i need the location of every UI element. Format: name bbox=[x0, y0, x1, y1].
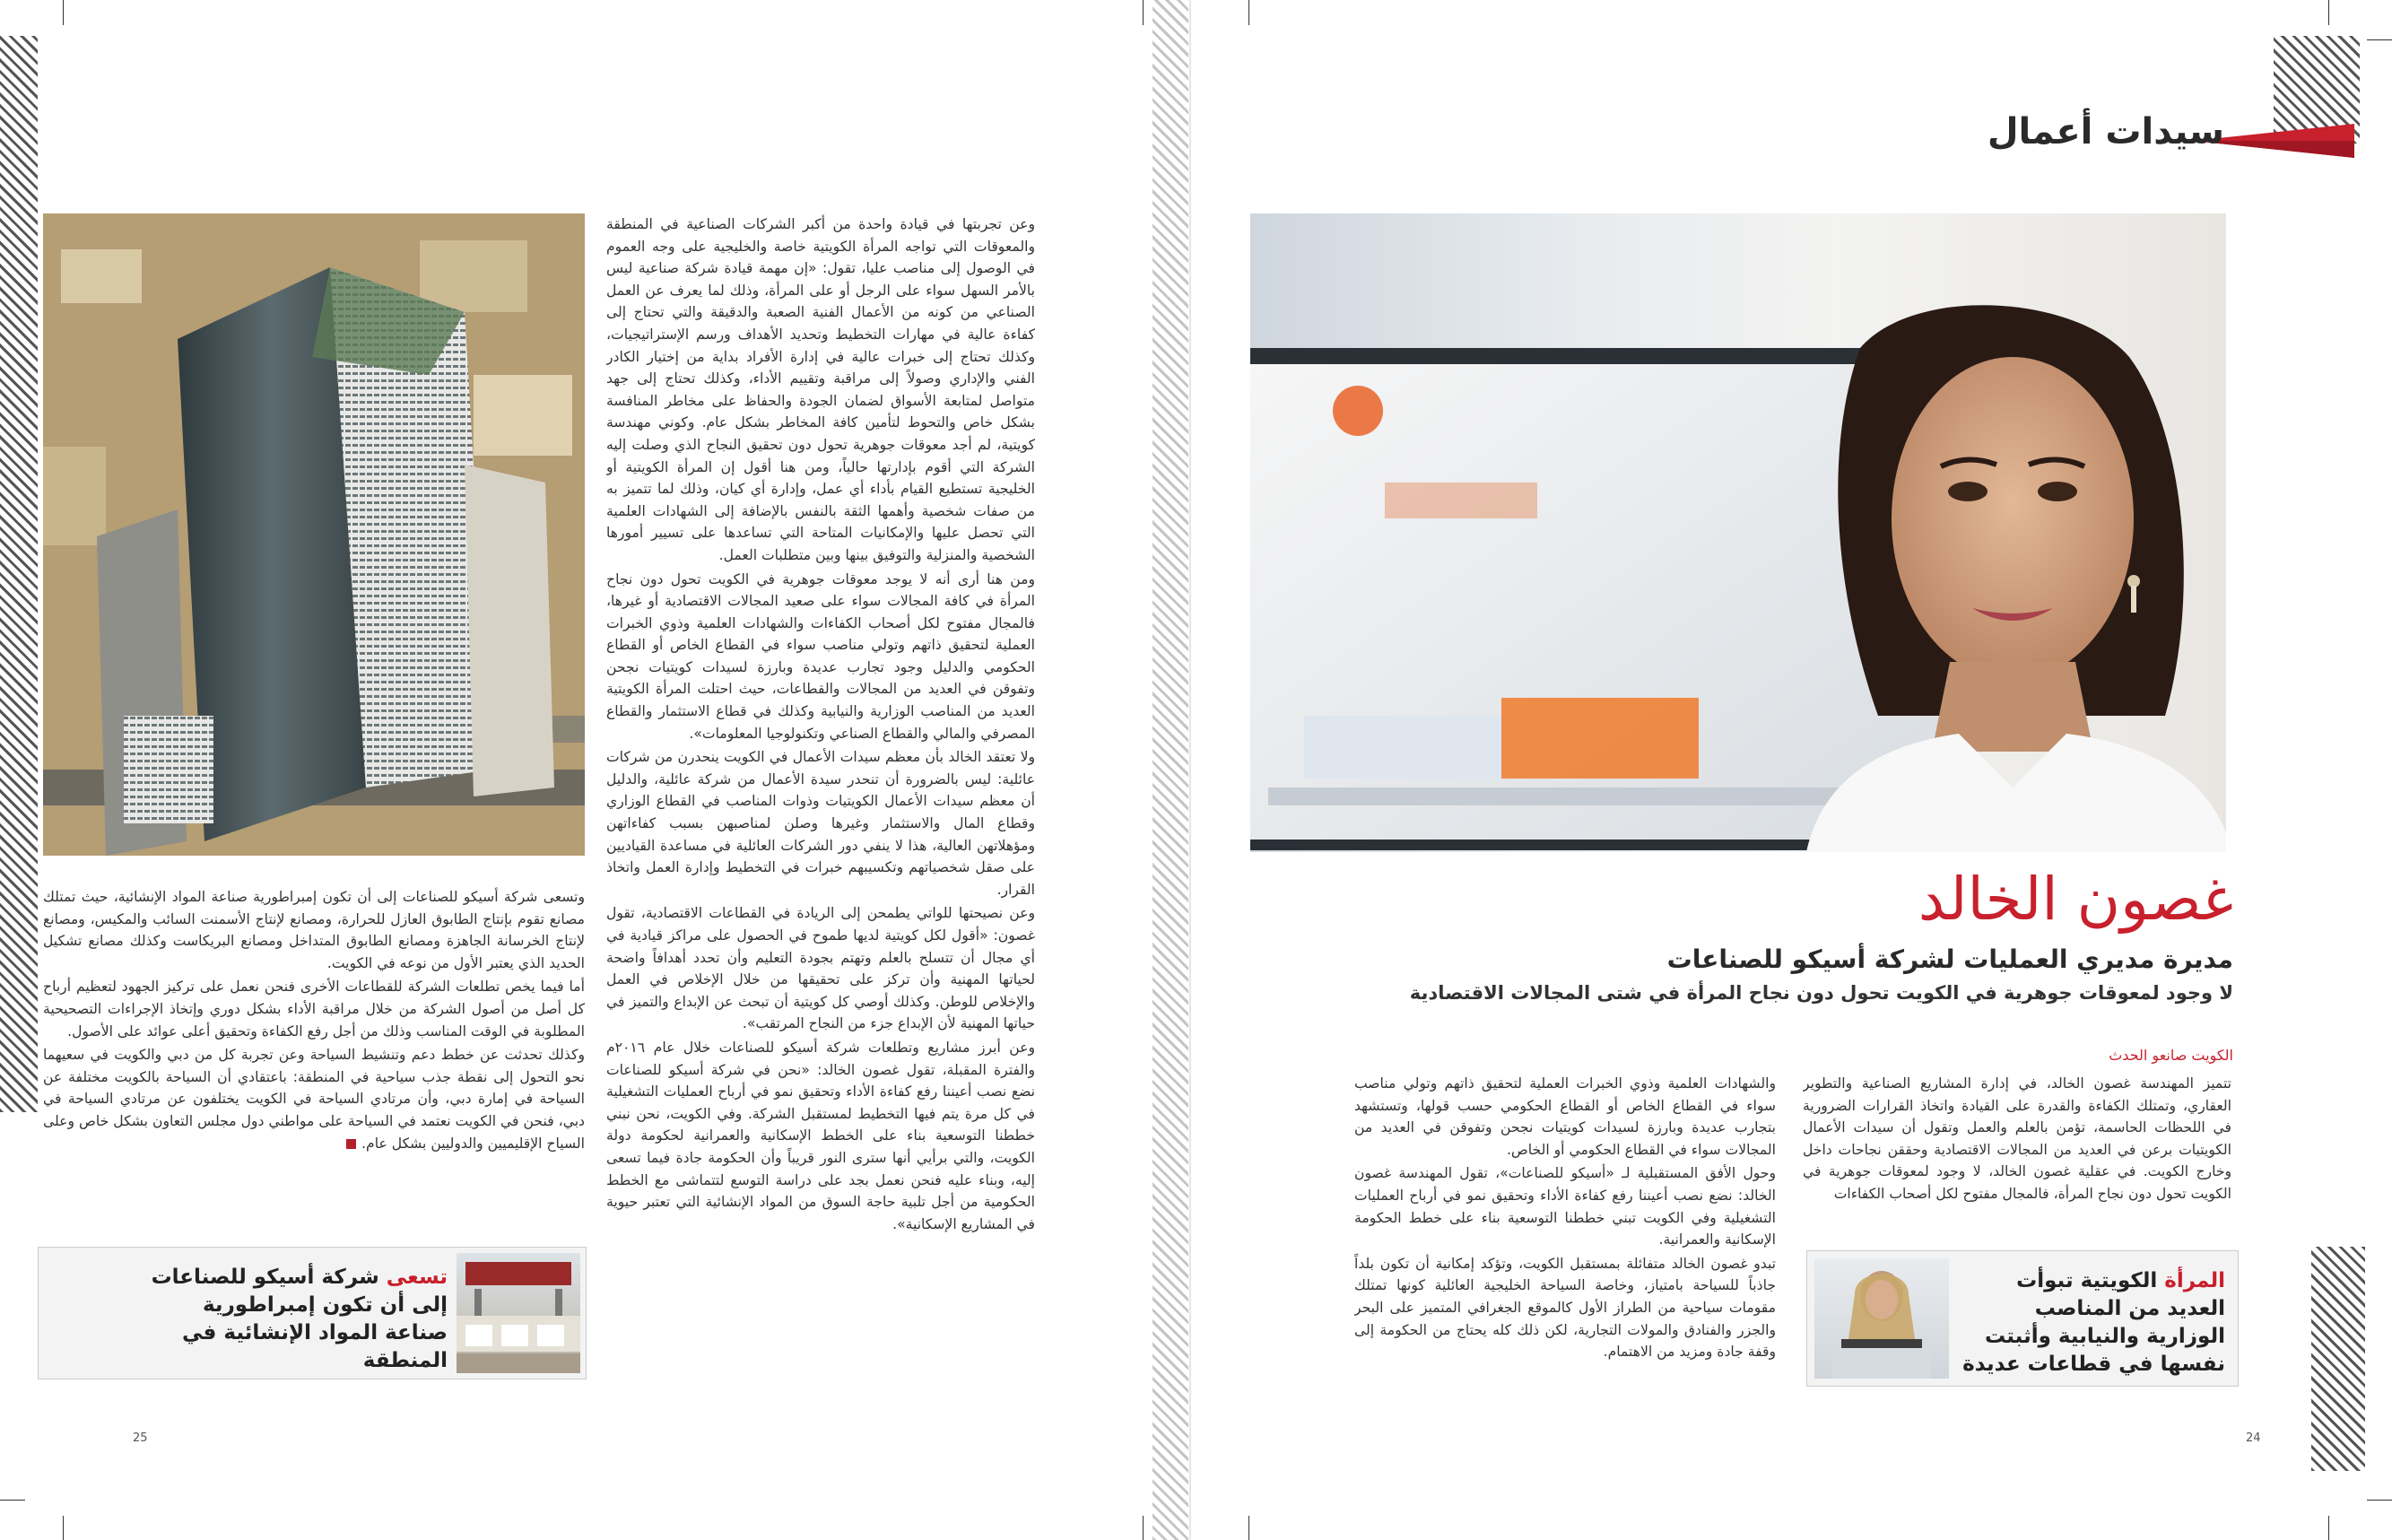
callout-body: الكويتية تبوأت العديد من المناصب الوزارية والنيابية وأثبتت نفسها في قطاعات عديدة bbox=[1962, 1269, 2225, 1376]
crop-mark bbox=[1143, 1516, 1144, 1540]
crop-mark bbox=[2367, 1500, 2392, 1501]
crop-mark bbox=[1248, 1516, 1249, 1540]
left-page-column-middle bbox=[606, 213, 1035, 1379]
paragraph: ولا تعتقد الخالد بأن معظم سيدات الأعمال في الكويت ينحدرن من شركات عائلية: ليس بالضرورة أن تنحدر سيدة الأعمال من شركة عائلية، والدليل أن معظم سيدات الأعمال الكويتيات وذوات المناصب في القطاع الوزاري وقطاع المال والاستثمار وغيرها وصلن لمناصبهن بسبب كفاءاتهن ومؤهلاتهن العالية، هذا لا ينفي دور الشركات العائلية في مساعدة القياديين على صقل شخصياتهم وتكسيبهم خبرات في التخطيط وإدارة العمل واتخاذ القرار. bbox=[606, 749, 1035, 898]
end-of-article-mark bbox=[346, 1139, 356, 1149]
paragraph bbox=[43, 1044, 585, 1154]
paragraph-text: وكذلك تحدثت عن خطط دعم وتنشيط السياحة وعن تجربة كل من دبي والكويت في سعيهما نحو التحول إلى نقطة جذب سياحية في المنطقة: باعتقادي أن السياحة بالكويت مختلفة عن السياحة في إمارة دبي، وأن مرتادي السياحة في الكويت يختلفون عن مرتادي السياحة في دبي، فنحن في الكويت نعتمد في السياحة على مواطني دول مجلس التعاون بشكل خاص وعلى السياح الإقليميين والدوليين بشكل عام. bbox=[43, 1047, 585, 1152]
callout-photo bbox=[1814, 1258, 1949, 1379]
paragraph: أما فيما يخص تطلعات الشركة للقطاعات الأخرى فنحن نعمل على تركيز الجهود لتعظيم أرباح كل أصل من أصول الشركة من خلال مراقبة الأداء بشكل دوري وإتخاذ الإجراءات التصحيحية المطلوبة في الوقت المناسب وذلك من أجل رفع الكفاءة وتحقيق أعلى عوائد على الأصول. bbox=[43, 979, 585, 1040]
section-title: سيدات أعمال bbox=[1987, 111, 2224, 152]
callout-highlight: المرأة bbox=[2164, 1269, 2225, 1292]
crop-mark bbox=[63, 1516, 64, 1540]
person-subtitle: مديرة مديري العمليات لشركة أسيكو للصناعات bbox=[1666, 944, 2233, 974]
callout-text-right bbox=[1956, 1267, 2225, 1379]
crop-mark bbox=[63, 0, 64, 25]
article-deck: لا وجود لمعوقات جوهرية في الكويت تحول دون نجاح المرأة في شتى المجالات الاقتصادية bbox=[1409, 982, 2233, 1004]
paragraph: وتسعى شركة أسيكو للصناعات إلى أن تكون إمبراطورية صناعة المواد الإنشائية، حيث تمتلك مصانع تقوم بإنتاج الطابوق العازل للحرارة، ومصانع لإنتاج الأسمنت السائب والمكيس، ومصانع لإنتاج الخرسانة الجاهزة ومصانع الطابوق المتداخل ومصانع البريكاست وكذلك مصانع تشكيل الحديد الذي يعتبر الأول من نوعه في الكويت. bbox=[43, 889, 585, 971]
spread-gutter bbox=[1189, 0, 1191, 1540]
crop-mark bbox=[2367, 39, 2392, 40]
paragraph: وعن تجربتها في قيادة واحدة من أكبر الشركات الصناعية في المنطقة والمعوقات التي تواجه المرأة الكويتية خاصة والخليجية على وجه العموم في الوصول إلى مناصب عليا، تقول: «إن مهمة قيادة شركة صناعية ليس بالأمر السهل سواء على الرجل أو على المرأة، وذلك لما يعرف عن العمل الصناعي من كونه من الأعمال الفنية الصعبة والدقيقة والتي تحتاج إلى كفاءة عالية في مهارات التخطيط وتحديد الأهداف ورسم الإستراتيجيات، وكذلك تحتاج إلى خبرات عالية في إدارة الأفراد بداية من إختيار الكادر الفني والإداري وصولاً إلى مراقبة وتقييم الأداء، وكذلك تحتاج إلى جهد متواصل لمتابعة الأسواق لضمان الجودة والحفاظ على مخاطر المنافسة بشكل خاص والتحوط لتأمين كافة المخاطر بشكل عام. وكوني مهندسة كويتية، لم أجد معوقات جوهرية تحول دون تحقيق النجاح الذي وصلت إليه الشركة التي أقوم بإدارتها حالياً، ومن هنا أقول إن المرأة الكويتية أو الخليجية تستطيع القيام بأداء أي عمل، وإدارة أي كيان، وذلك لما تتميز به من صفات شخصية وأهمها الثقة بالنفس بالإضافة إلى الشهادات العلمية التي تحصل عليها والإمكانيات المتاحة التي تساعدها على تسيير أمورها الشخصية والمنزلية والتوفيق بينها وبين متطلبات العمل. bbox=[606, 216, 1035, 563]
hatch-band-left bbox=[0, 36, 38, 1112]
right-page-column-right bbox=[1803, 1073, 2231, 1252]
callout-text-left bbox=[137, 1264, 448, 1375]
page-number-right: 24 bbox=[2246, 1431, 2261, 1445]
page-number-left: 25 bbox=[133, 1431, 148, 1445]
paragraph: وعن نصيحتها للواتي يطمحن إلى الريادة في القطاعات الاقتصادية، تقول غصون: «أقول لكل كويتية لديها طموح في الحصول على مراكز قيادية في أي مجال أن تتسلح بالعلم وتهتم بجودة التعليم وأن تحدد أهدافاً واضحة لحياتها المهنية وأن تركز على تحقيقها من خلال الإخلاص في العمل والإخلاص للوطن. وكذلك أوصي كل كويتية أن تبحث عن الإبداع والتميز في حياتها المهنية لأن الإبداع جزء من النجاح المرتقب». bbox=[606, 905, 1035, 1032]
paragraph: وعن أبرز مشاريع وتطلعات شركة أسيكو للصناعات خلال عام ٢٠١٦م والفترة المقبلة، تقول غصون الخالد: «نحن في شركة أسيكو للصناعات نضع نصب أعيننا رفع كفاءة الأداء وتحقيق نمو في أرباح العمليات التشغيلية في كل مرة يتم فيها التخطيط لمستقبل الشركة. وفي الكويت، نحن نبني خططنا التوسعية بناء على الخطط الإسكانية والعمرانية لحكومة دولة الكويت، والتي برأيي أنها سترى النور قريباً وأن الحكومة جادة فيما تسعى إليه، وبناء عليه فنحن نعمل بجد على دراسة التوسع لتتماشى مع الخطط الحكومية من أجل تلبية حاجة السوق من المواد الإنشائية التي تعتبر حيوية في المشاريع الإسكانية». bbox=[606, 1039, 1035, 1232]
left-page-column-left bbox=[43, 886, 585, 1234]
callout-box-left bbox=[38, 1247, 587, 1379]
callout-box-right bbox=[1806, 1250, 2239, 1387]
hatch-band-bottom-right bbox=[2311, 1247, 2365, 1471]
person-name: غصون الخالد bbox=[1918, 865, 2233, 934]
hatch-band-gutter bbox=[1153, 0, 1188, 1540]
crop-mark bbox=[0, 1500, 25, 1501]
callout-highlight: تسعى bbox=[386, 1266, 448, 1289]
crop-mark bbox=[2328, 1516, 2329, 1540]
tower-photo bbox=[43, 213, 585, 856]
callout-body: شركة أسيكو للصناعات إلى أن تكون إمبراطورية صناعة المواد الإنشائية في المنطقة bbox=[151, 1266, 448, 1372]
paragraph: تتميز المهندسة غصون الخالد، في إدارة المشاريع الصناعية والتطوير العقاري، وتمتلك الكفاءة والقدرة على القيادة واتخاذ القرارات الضرورية في اللحظات الحاسمة، تؤمن بالعلم والعمل وتقول أن سيدات الأعمال الكويتيات برعن في العديد من المجالات الاقتصادية وحققن نجاحات داخل وخارج الكويت. في عقلية غصون الخالد، لا وجود لمعوقات جوهرية في الكويت تحول دون نجاح المرأة، فالمجال مفتوح لكل أصحاب الكفاءات bbox=[1803, 1075, 2231, 1202]
portrait-photo bbox=[1250, 213, 2226, 852]
byline: الكويت صانعو الحدث bbox=[2109, 1047, 2233, 1064]
callout-photo bbox=[457, 1253, 580, 1373]
paragraph: وحول الأفق المستقبلية لـ «أسيكو للصناعات»، تقول المهندسة غصون الخالد: نضع نصب أعيننا رفع كفاءة الأداء وتحقيق نمو في أرباح العمليات التشغيلية وفي الكويت تبني خططنا التوسعية بناء على خطط الحكومة الإسكانية والعمرانية. bbox=[1354, 1165, 1776, 1249]
crop-mark bbox=[2328, 0, 2329, 25]
paragraph: ومن هنا أرى أنه لا يوجد معوقات جوهرية في الكويت تحول دون نجاح المرأة في كافة المجالات سواء على صعيد المجالات الاقتصادية أو غيرها، فالمجال مفتوح لكل أصحاب الكفاءات والشهادات العلمية وذوي الخبرات العملية لتحقيق ذاتهم وتولي مناصب سواء في القطاع الخاص أو القطاع الحكومي والدليل وجود تجارب عديدة وبارزة لسيدات كويتيات نجحن وتفوقن في العديد من المجالات والقطاعات، حيث احتلت المرأة الكويتية العديد من المناصب الوزارية والنيابية وكذلك في قطاع الاستثمار والقطاع المصرفي والمالي والقطاع الصناعي وتكنولوجيا المعلومات». bbox=[606, 570, 1035, 742]
crop-mark bbox=[1248, 0, 1249, 25]
right-page-column-left bbox=[1354, 1073, 1776, 1396]
crop-mark bbox=[1143, 0, 1144, 25]
paragraph: تبدو غصون الخالد متفائلة بمستقبل الكويت، وتؤكد إمكانية أن تكون بلداً جاذباً للسياحة بامتياز، وخاصة السياحة الخليجية العائلية كونها تمتلك مقومات سياحية من الطراز الأول كالموقع الجغرافي المتميز على البحر والجزر والفنادق والمولات التجارية، لكن ذلك كله يحتاج من الحكومة إلى وقفة جادة ومزيد من الاهتمام. bbox=[1354, 1255, 1776, 1361]
paragraph: والشهادات العلمية وذوي الخبرات العملية لتحقيق ذاتهم وتولي مناصب سواء في القطاع الخاص أو القطاع الحكومي حسب قولها، وتستشهد بتجارب عديدة وبارزة لسيدات كويتيات نجحن وتفوقن في العديد من المجالات سواء في القطاع الحكومي أو الخاص. bbox=[1354, 1075, 1776, 1158]
